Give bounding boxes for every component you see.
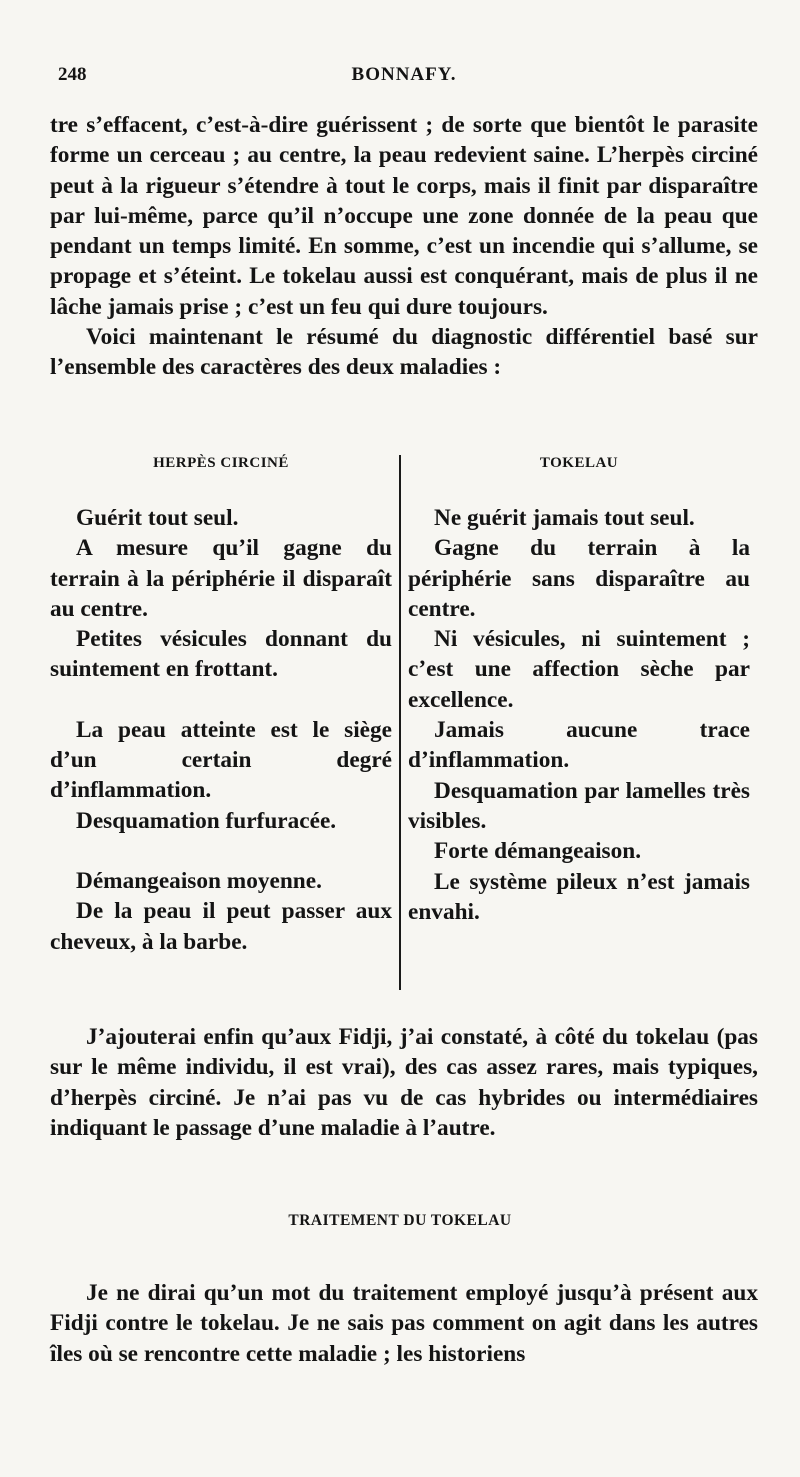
tokelau-item: Forte démangeaison. xyxy=(434,838,642,865)
tokelau-item: Le système pileux n’est jamais envahi. xyxy=(408,868,750,925)
paragraph-1: tre s’effacent, c’est-à-dire guérissent ; de sorte que bientôt le parasite forme un cerceau ; au centre, la peau redevient saine. L’herpès circiné peut à la rigueur s’étendre à tout le corps, mais il finit par disparaître par lui-même, parce qu’il n’occupe une zone donnée de la peau que pendant un temps limité. En somme, c’est un incendie qui s’allume, se propage et s’éteint. Le tokelau aussi est conquérant, mais de plus il ne lâche jamais prise ; c’est un feu qui dure toujours. xyxy=(50,112,758,320)
paragraph-4: Je ne dirai qu’un mot du traitement employé jusqu’à présent aux Fidji contre le tokelau. Je ne sais pas comment on agit dans les autres îles où se rencontre cette maladie ; les historiens xyxy=(50,1280,758,1367)
herpes-item: De la peau il peut passer aux cheveux, à la barbe. xyxy=(50,898,392,955)
tokelau-item: Ne guérit jamais tout seul. xyxy=(434,505,695,531)
paragraph-3: J’ajouterai enfin qu’aux Fidji, j’ai constaté, à côté du tokelau (pas sur le même individu, il est vrai), des cas assez rares, mais typiques, d’herpès circiné. Je n’ai pas vu de cas hybrides ou intermédiaires indiquant le passage d’une maladie à l’autre. xyxy=(50,1024,758,1141)
conclusion-text xyxy=(50,1022,758,1143)
page-header xyxy=(58,64,750,92)
herpes-column xyxy=(50,455,392,990)
column-divider xyxy=(399,455,401,990)
herpes-item: A mesure qu’il gagne du terrain à la périphérie il disparaît au centre. xyxy=(50,535,392,622)
herpes-heading: HERPÈS CIRCINÉ xyxy=(153,455,289,471)
herpes-item: Petites vésicules donnant du suintement en frottant. xyxy=(50,626,392,683)
paragraph-2: Voici maintenant le résumé du diagnostic différentiel basé sur l’ensemble des caractères des deux maladies : xyxy=(50,324,758,381)
tokelau-item: Desquamation par lamelles très visibles. xyxy=(408,777,750,834)
herpes-item: Démangeaison moyenne. xyxy=(76,867,322,894)
diagnosis-comparison xyxy=(50,455,758,990)
intro-text xyxy=(50,110,758,383)
tokelau-item: Gagne du terrain à la périphérie sans disparaître au centre. xyxy=(408,535,750,622)
tokelau-item: Ni vésicules, ni suintement ; c’est une affection sèche par excellence. xyxy=(408,626,750,713)
tokelau-heading: TOKELAU xyxy=(539,455,619,471)
running-head: BONNAFY. xyxy=(351,64,457,85)
page-number: 248 xyxy=(58,64,87,85)
tokelau-item: Jamais aucune trace d’inflammation. xyxy=(408,717,750,774)
treatment-text xyxy=(50,1278,758,1369)
tokelau-column xyxy=(408,455,750,990)
herpes-item: Desquamation furfuracée. xyxy=(76,807,337,834)
section-heading: TRAITEMENT DU TOKELAU xyxy=(288,1212,512,1229)
herpes-item: La peau atteinte est le siège d’un certain degré d’inflammation. xyxy=(50,716,392,804)
herpes-item: Guérit tout seul. xyxy=(76,505,239,531)
